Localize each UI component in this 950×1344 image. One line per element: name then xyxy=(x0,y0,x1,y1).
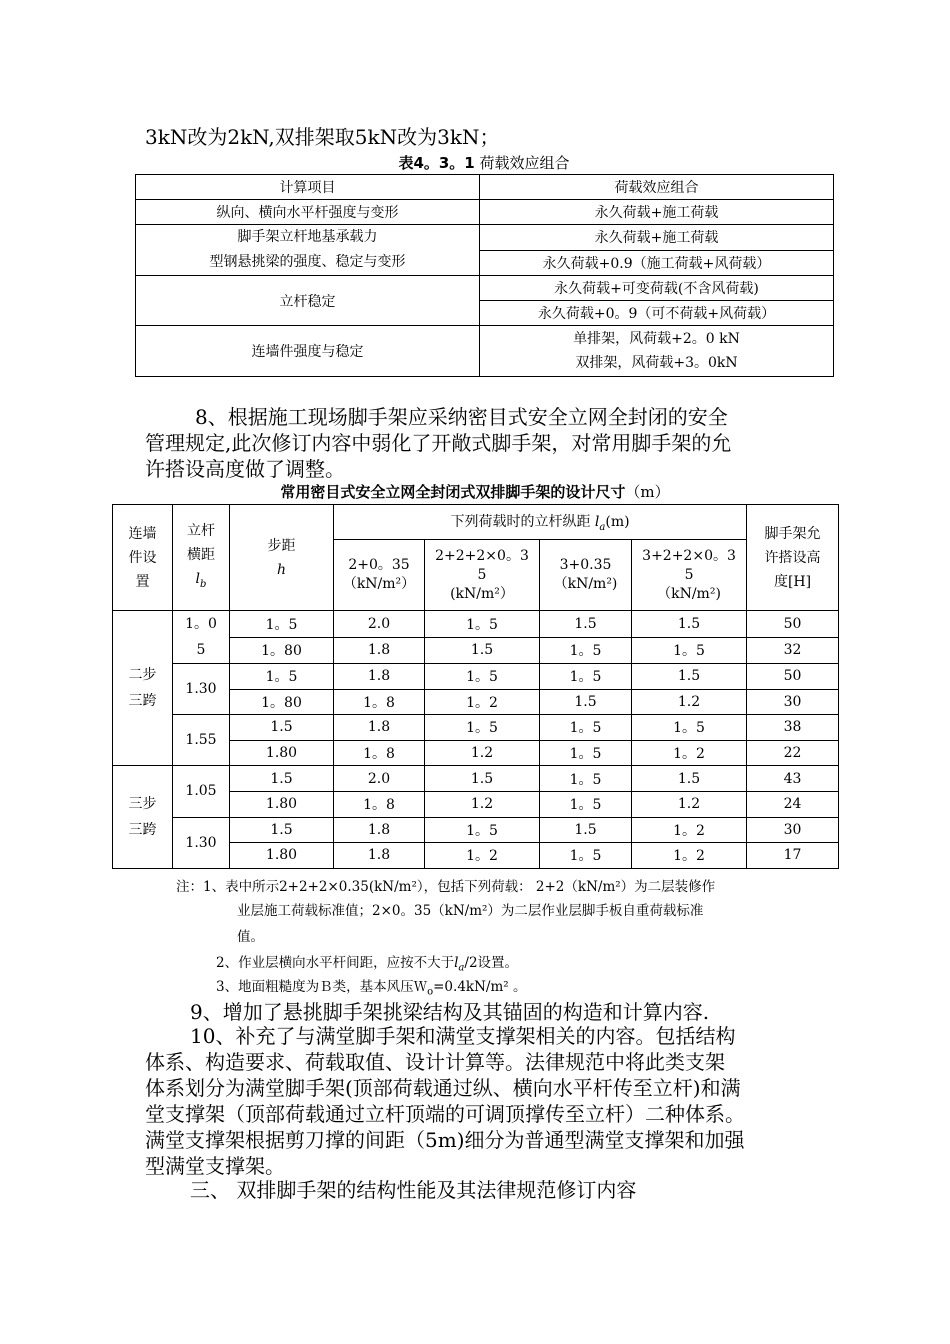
para9: 9、增加了悬挑脚手架挑梁结构及其锚固的构造和计算内容. xyxy=(190,1000,710,1024)
header-line: 脚手架允 xyxy=(764,525,821,542)
table2-caption-title: 常用密目式安全立网全封闭式双排脚手架的设计尺寸 xyxy=(280,483,626,501)
table-cell: 永久荷载+0。9（可不荷载+风荷载） xyxy=(480,301,834,326)
table-cell: 17 xyxy=(747,843,839,869)
table-cell: 1.2 xyxy=(425,791,540,817)
table-cell: 1.80 xyxy=(230,740,334,766)
table-cell: 1。5 xyxy=(632,637,747,664)
group-label xyxy=(113,766,173,868)
table-cell: 1.5 xyxy=(540,611,632,638)
symbol-sub: a xyxy=(599,521,606,533)
table-row xyxy=(136,225,834,251)
table-cell: 1。5 xyxy=(540,740,632,766)
table-cell: 1。5 xyxy=(540,664,632,690)
table-cell: 50 xyxy=(747,664,839,690)
table-row xyxy=(136,326,834,377)
header-line: (kN/m²） xyxy=(450,585,514,602)
intro-line: 3kN改为2kN,双排架取5kN改为3kN； xyxy=(145,125,500,149)
group-label-line: 三跨 xyxy=(128,693,157,710)
table-cell: 连墙件强度与稳定 xyxy=(136,326,480,377)
table-cell: 32 xyxy=(747,637,839,664)
header-line: 立杆 xyxy=(187,522,215,539)
group-label-line: 二步 xyxy=(128,667,157,684)
table-cell: 1。5 xyxy=(230,664,334,690)
table-cell: 50 xyxy=(747,611,839,638)
table-cell: 1。2 xyxy=(425,843,540,869)
symbol-l: l xyxy=(594,514,600,531)
note-3-text: 3、 xyxy=(216,979,239,995)
table-cell xyxy=(480,326,834,377)
table-cell: 1。8 xyxy=(334,740,425,766)
header-step xyxy=(230,505,334,611)
header-line: （kN/m²） xyxy=(342,576,416,592)
para10-line3: 体系划分为满堂脚手架(顶部荷载通过纵、横向水平杆传至立杆)和满 xyxy=(145,1076,741,1100)
table-row xyxy=(113,715,839,741)
header-line: 连墙 xyxy=(128,525,157,542)
cell-line: 1。0 xyxy=(185,616,217,632)
table-row xyxy=(113,766,839,792)
transverse-spacing-cell xyxy=(173,611,230,664)
header-line xyxy=(173,567,229,597)
header-line: 置 xyxy=(135,573,150,590)
table-cell: 1。5 xyxy=(540,715,632,741)
table-cell: 1.5 xyxy=(230,766,334,792)
header-line: 5 xyxy=(477,566,487,583)
header-cell: 荷载效应组合 xyxy=(480,175,834,200)
symbol-l: l xyxy=(454,955,459,971)
table-cell: 1.80 xyxy=(230,843,334,869)
note-2-text: /2设置。 xyxy=(464,955,519,971)
scaffold-design-table xyxy=(112,504,839,869)
table-cell: 1。5 xyxy=(425,817,540,843)
table-cell: 2.0 xyxy=(334,611,425,638)
group-label xyxy=(113,611,173,766)
table-cell: 1.8 xyxy=(334,715,425,741)
table-cell: 1。5 xyxy=(540,791,632,817)
header-load-4 xyxy=(632,540,747,611)
table-cell xyxy=(136,225,480,276)
section-3-heading: 三、 双排脚手架的结构性能及其法律规范修订内容 xyxy=(190,1178,637,1202)
header-transverse-spacing xyxy=(173,505,230,611)
table-cell: 1。5 xyxy=(540,843,632,869)
table-cell-line: 脚手架立杆地基承载力 xyxy=(237,229,378,245)
para8-line1: 8、根据施工现场脚手架应采纳密目式安全立网全封闭的安全 xyxy=(195,405,728,429)
header-allowable-height xyxy=(747,505,839,611)
table-row xyxy=(136,200,834,225)
table-cell: 1。2 xyxy=(632,740,747,766)
table-cell: 1。8 xyxy=(334,791,425,817)
table-row xyxy=(113,611,839,638)
table-cell: 永久荷载+0.9（施工荷载+风荷载） xyxy=(480,250,834,276)
table-row xyxy=(136,276,834,301)
table1-caption xyxy=(135,152,833,173)
table-cell: 1.80 xyxy=(230,791,334,817)
table2-caption xyxy=(112,481,838,502)
table-cell: 1.5 xyxy=(632,664,747,690)
cell-line: 5 xyxy=(196,642,206,658)
table-cell: 1。80 xyxy=(230,689,334,715)
header-line: 2+0。35 xyxy=(348,557,410,573)
note-1-line2: 业层施工荷载标准值；2×0。35（kN/m²）为二层作业层脚手板自重荷载标准 xyxy=(237,903,704,919)
note-1-line3: 值。 xyxy=(237,929,264,945)
table-cell: 1.5 xyxy=(425,766,540,792)
header-load-3 xyxy=(540,540,632,611)
table-cell: 1。2 xyxy=(632,817,747,843)
table-cell-line: 双排架，风荷载+3。0kN xyxy=(575,355,738,371)
group-label-line: 三跨 xyxy=(128,822,157,839)
table-cell: 1.5 xyxy=(425,637,540,664)
table-cell: 2.0 xyxy=(334,766,425,792)
header-load-2 xyxy=(425,540,540,611)
table-cell: 1。80 xyxy=(230,637,334,664)
table-row xyxy=(113,664,839,690)
table-cell: 1.2 xyxy=(632,791,747,817)
table-cell: 1.8 xyxy=(334,817,425,843)
para10-line6: 型满堂支撑架。 xyxy=(145,1154,285,1178)
para8-line2: 管理规定,此次修订内容中弱化了开敞式脚手架，对常用脚手架的允 xyxy=(145,431,732,455)
symbol-l: l xyxy=(195,570,201,587)
group-label-line: 三步 xyxy=(128,796,157,813)
table-cell: 1。5 xyxy=(425,715,540,741)
header-wall-tie xyxy=(113,505,173,611)
table-cell: 30 xyxy=(747,689,839,715)
table-cell: 24 xyxy=(747,791,839,817)
header-longitudinal-spacing xyxy=(334,505,747,540)
table-cell: 纵向、横向水平杆强度与变形 xyxy=(136,200,480,225)
table-header-row xyxy=(113,505,839,540)
header-line: 度[H] xyxy=(773,573,812,590)
symbol-sub: a xyxy=(458,962,465,974)
table2-caption-unit: （m） xyxy=(625,483,670,501)
table-cell: 1。5 xyxy=(230,611,334,638)
header-line: （kN/m²) xyxy=(657,585,721,602)
table-row xyxy=(113,817,839,843)
note-3-text: =0.4kN/m² 。 xyxy=(433,979,527,995)
para10-line2: 体系、构造要求、荷载取值、设计计算等。法律规范中将此类支架 xyxy=(145,1050,725,1074)
table-cell: 1.5 xyxy=(540,689,632,715)
header-line: 步距 xyxy=(267,537,296,554)
table-cell: 1。5 xyxy=(540,637,632,664)
header-cell: 计算项目 xyxy=(136,175,480,200)
table1-caption-number: 表4。3。1 xyxy=(398,154,475,172)
table-cell: 1。2 xyxy=(632,843,747,869)
header-line xyxy=(230,558,333,582)
header-line: 3+2+2×0。3 xyxy=(642,547,736,564)
transverse-spacing-cell: 1.30 xyxy=(173,817,230,868)
table-row xyxy=(136,175,834,200)
table-cell: 1.5 xyxy=(230,715,334,741)
table-cell: 1。5 xyxy=(425,611,540,638)
table-cell: 1.2 xyxy=(632,689,747,715)
table-cell: 1。8 xyxy=(334,689,425,715)
note-2-text: 2、作业层横向水平杆间距，应按不大于 xyxy=(216,955,455,971)
transverse-spacing-cell: 1.30 xyxy=(173,664,230,715)
symbol-h: h xyxy=(276,561,287,578)
table-cell: 1.8 xyxy=(334,843,425,869)
table-cell-line: 型钢悬挑梁的强度、稳定与变形 xyxy=(209,254,406,270)
para8-line3: 许搭设高度做了调整。 xyxy=(145,457,345,481)
header-line: 2+2+2×0。3 xyxy=(435,547,529,564)
symbol-sub: b xyxy=(200,578,207,590)
table-cell: 38 xyxy=(747,715,839,741)
table-cell: 立杆稳定 xyxy=(136,276,480,326)
table-cell: 22 xyxy=(747,740,839,766)
table-cell: 43 xyxy=(747,766,839,792)
table-cell: 1。2 xyxy=(425,689,540,715)
para10-line5: 满堂支撑架根据剪刀撑的间距（5m)细分为普通型满堂支撑架和加强 xyxy=(145,1128,745,1152)
table-cell: 1。5 xyxy=(540,766,632,792)
table-cell-line: 单排架，风荷载+2。0 kN xyxy=(573,331,740,347)
table-cell: 永久荷载+施工荷载 xyxy=(480,200,834,225)
transverse-spacing-cell: 1.55 xyxy=(173,715,230,766)
table-cell: 1.5 xyxy=(540,817,632,843)
note-1-line1: 注：1、表中所示2+2+2×0.35(kN/m²），包括下列荷载： 2+2（kN/m²）为二层装修作 xyxy=(176,879,716,895)
transverse-spacing-cell: 1.05 xyxy=(173,766,230,817)
symbol-sub: ο xyxy=(427,986,434,998)
table-cell: 永久荷载+可变荷载(不含风荷载) xyxy=(480,276,834,301)
header-unit: (m) xyxy=(605,514,630,531)
header-line: 横距 xyxy=(187,546,215,563)
header-line: 3+0.35 xyxy=(559,557,612,573)
table-cell: 1.5 xyxy=(632,611,747,638)
para10-line4: 堂支撑架（顶部荷载通过立杆顶端的可调顶撑传至立杆）二种体系。 xyxy=(145,1102,745,1126)
table-cell: 永久荷载+施工荷载 xyxy=(480,225,834,251)
table-cell: 1.8 xyxy=(334,664,425,690)
para10-line1: 10、补充了与满堂脚手架和满堂支撑架相关的内容。包括结构 xyxy=(190,1024,736,1048)
header-line: 件设 xyxy=(128,549,157,566)
header-load-1 xyxy=(334,540,425,611)
table-cell: 1.2 xyxy=(425,740,540,766)
load-combination-table xyxy=(135,174,834,377)
note-3-bold: 地面粗糙度为Ｂ类，基本风压Ｗ xyxy=(238,979,428,995)
table-cell: 1.5 xyxy=(230,817,334,843)
table-cell: 30 xyxy=(747,817,839,843)
table-cell: 1。5 xyxy=(632,715,747,741)
table-cell: 1。5 xyxy=(425,664,540,690)
table-cell: 1.5 xyxy=(632,766,747,792)
table-cell: 1.8 xyxy=(334,637,425,664)
header-text: 下列荷载时的立杆纵距 xyxy=(450,514,591,531)
header-line: （kN/m²) xyxy=(553,576,618,592)
header-line: 5 xyxy=(684,566,694,583)
table1-caption-text: 荷载效应组合 xyxy=(479,154,570,172)
header-line: 许搭设高 xyxy=(764,549,821,566)
